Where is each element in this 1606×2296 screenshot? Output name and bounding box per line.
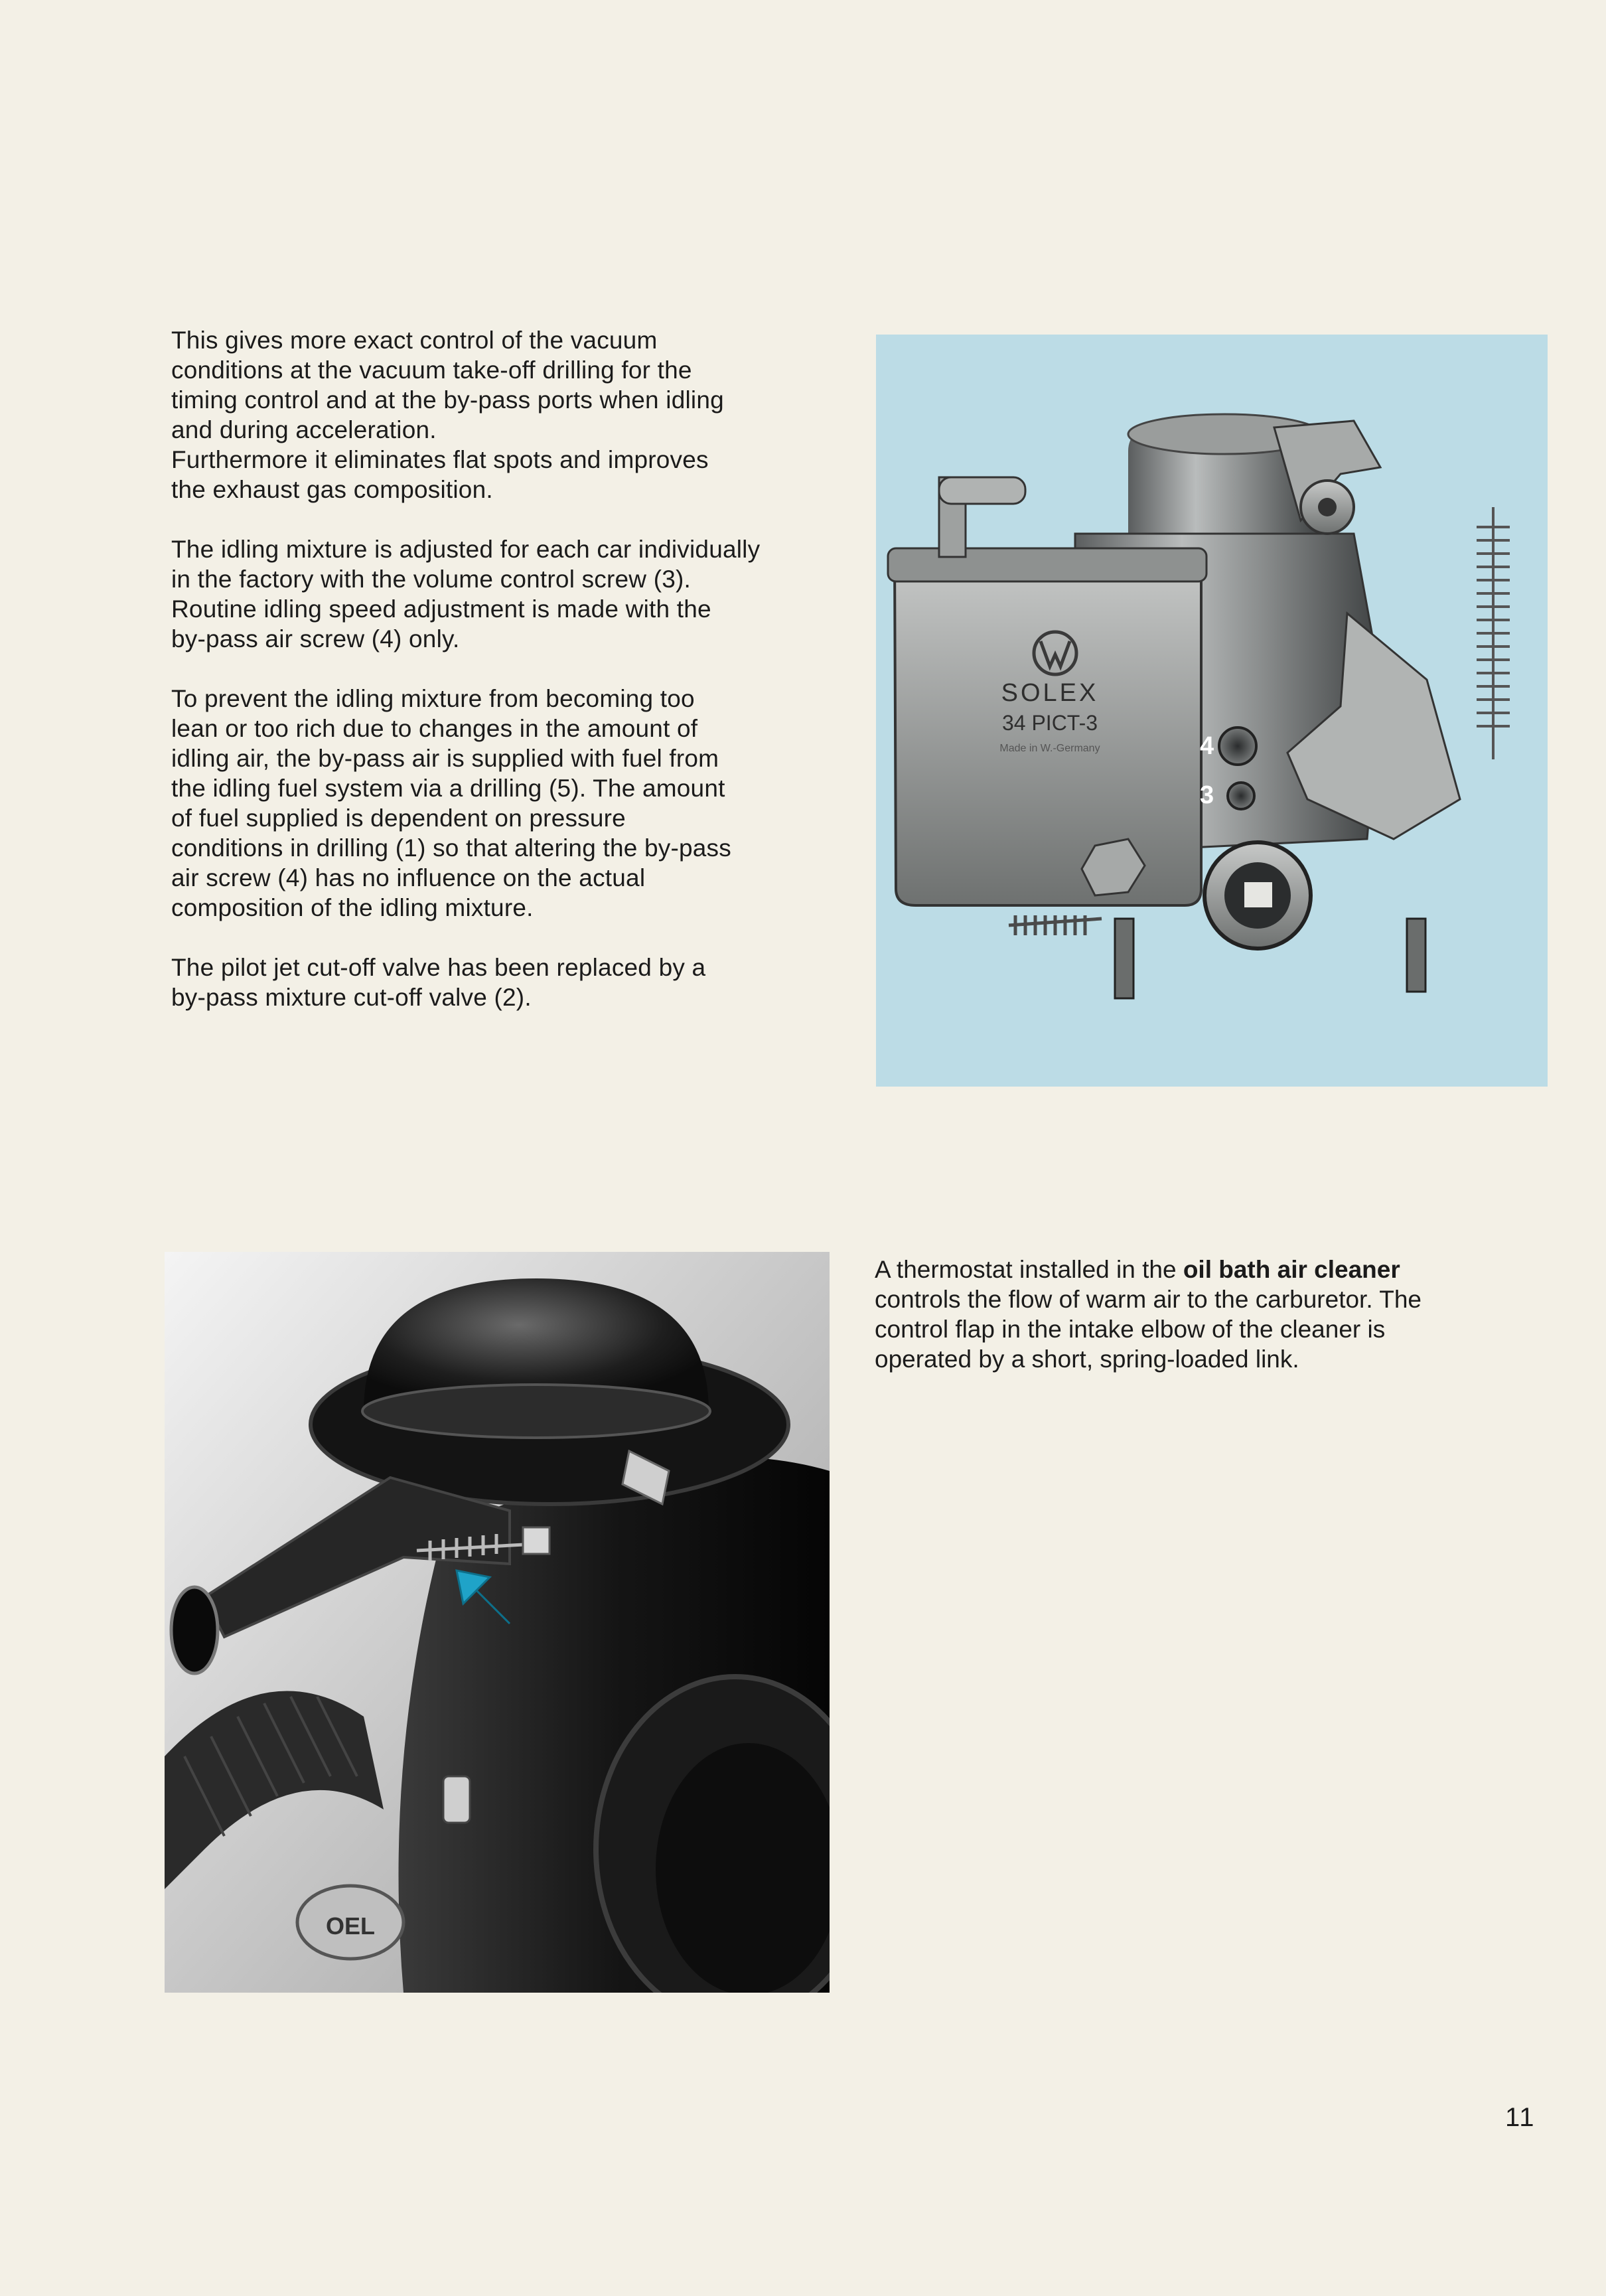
caption-text: A thermostat installed in the (875, 1256, 1183, 1283)
text-line: and during acceleration. (171, 416, 437, 443)
carb-origin-label: Made in W.-Germany (999, 743, 1100, 754)
text-line: Furthermore it eliminates flat spots and improves (171, 446, 709, 473)
caption-line: control flap in the intake elbow of the cleaner is (875, 1316, 1386, 1343)
callout-4: 4 (1200, 732, 1214, 760)
text-line: the exhaust gas composition. (171, 476, 493, 503)
page-number: 11 (1505, 2103, 1536, 2132)
air-cleaner-illustration (165, 1252, 830, 1993)
paragraph-idling-mixture (171, 534, 861, 654)
adjuster-spring (1009, 915, 1102, 935)
text-line: of fuel supplied is dependent on pressure (171, 804, 626, 832)
air-cleaner-caption (875, 1255, 1538, 1374)
caption-line: controls the flow of warm air to the carburetor. The (875, 1286, 1422, 1313)
bypass-air-screw (1219, 727, 1256, 765)
text-line: air screw (4) has no influence on the actual (171, 864, 646, 891)
carb-model-label: 34 PICT-3 (1001, 711, 1098, 735)
text-line: The idling mixture is adjusted for each car individually (171, 536, 761, 563)
text-line: Routine idling speed adjustment is made with the (171, 595, 711, 623)
text-line: timing control and at the by-pass ports when idling (171, 386, 724, 414)
oil-cap-label: OEL (325, 1912, 376, 1940)
text-line: the idling fuel system via a drilling (5). The amount (171, 775, 725, 802)
paragraph-bypass-air (171, 684, 861, 923)
text-line: idling air, the by-pass air is supplied with fuel from (171, 745, 719, 772)
text-line: composition of the idling mixture. (171, 894, 534, 921)
body-text (171, 325, 861, 1042)
volume-control-screw (1228, 783, 1254, 809)
text-line: The pilot jet cut-off valve has been replaced by a (171, 954, 706, 981)
text-line: conditions in drilling (1) so that altering the by-pass (171, 834, 731, 862)
paragraph-cutoff-valve (171, 953, 861, 1012)
text-line: by-pass air screw (4) only. (171, 625, 460, 652)
text-line: by-pass mixture cut-off valve (2). (171, 984, 532, 1011)
caption-line (875, 1255, 1538, 1284)
carburetor-photo (876, 335, 1548, 1087)
air-cleaner-photo (165, 1252, 830, 1993)
text-line: lean or too rich due to changes in the amount of (171, 715, 698, 742)
caption-emphasis: oil bath air cleaner (1183, 1256, 1400, 1283)
text-line: This gives more exact control of the vacuum (171, 327, 658, 354)
text-line: conditions at the vacuum take-off drilling for the (171, 356, 692, 384)
caption-line: operated by a short, spring-loaded link. (875, 1345, 1299, 1373)
text-line: To prevent the idling mixture from becoming too (171, 685, 695, 712)
carburetor-illustration (876, 335, 1548, 1087)
return-spring (1477, 507, 1510, 759)
callout-3: 3 (1200, 781, 1214, 809)
text-line: in the factory with the volume control screw (3). (171, 566, 691, 593)
carb-brand-label: SOLEX (1001, 679, 1099, 707)
paragraph-vacuum-control (171, 325, 861, 504)
